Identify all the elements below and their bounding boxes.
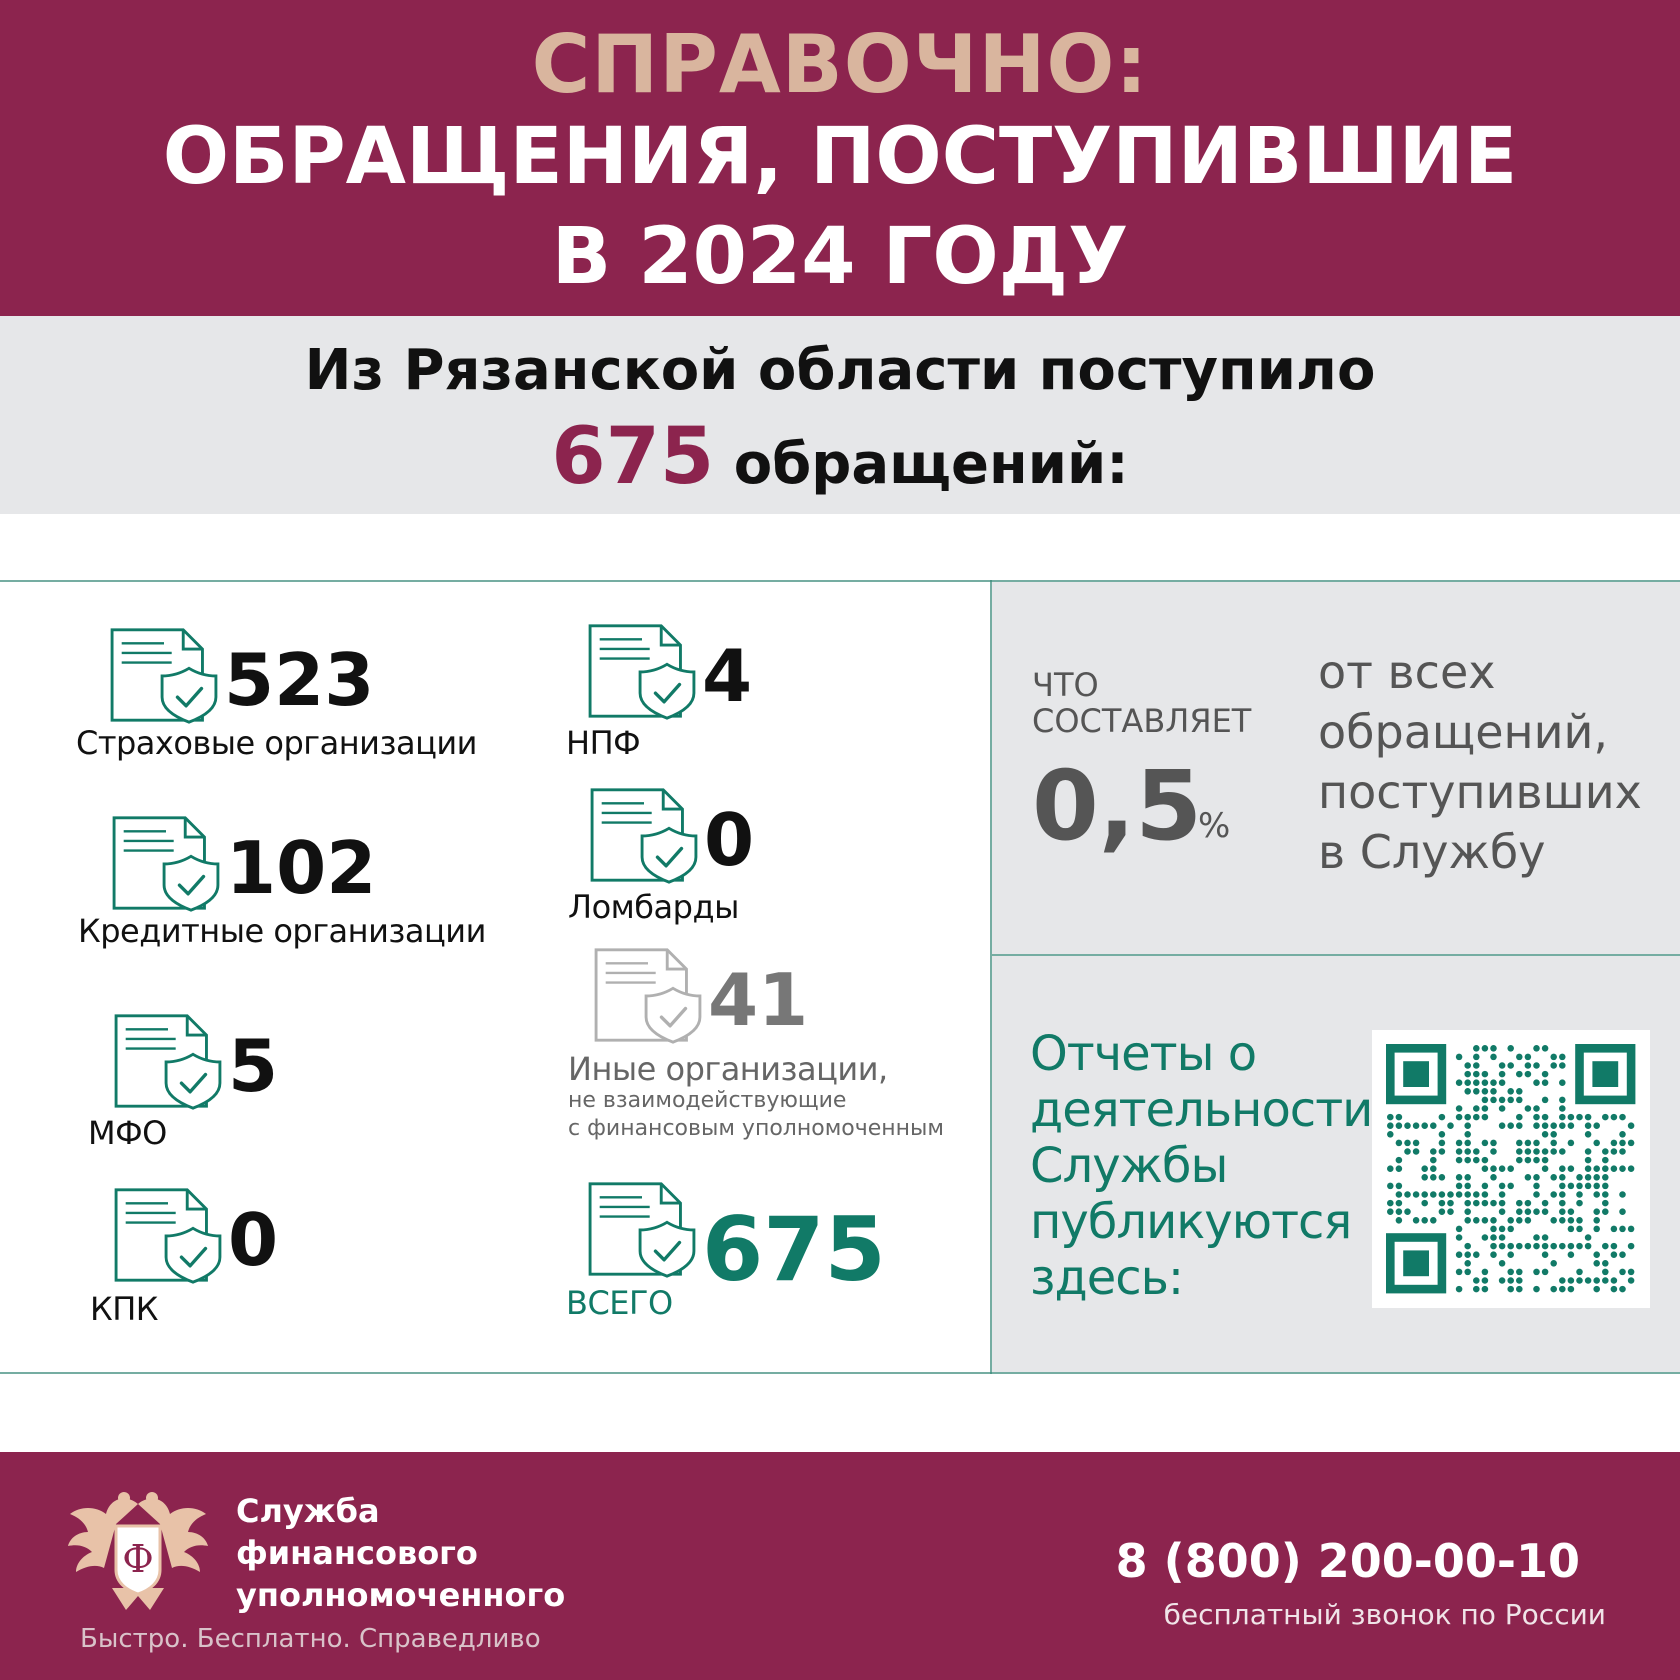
qr-code[interactable] — [1372, 1030, 1650, 1308]
share-value: 0,5 — [1032, 750, 1203, 862]
share-description — [1318, 642, 1668, 882]
summary-suffix: обращений: — [714, 432, 1129, 497]
stat-value: 523 — [224, 638, 375, 722]
stat-label: ВСЕГО — [566, 1284, 673, 1322]
stat-label: КПК — [90, 1290, 158, 1328]
summary-line-2 — [0, 412, 1680, 502]
org-name-line: уполномоченного — [236, 1576, 566, 1614]
summary-total: 675 — [551, 412, 715, 502]
stat-label: Страховые организации — [76, 724, 477, 762]
stat-note-line-1: не взаимодействующие — [568, 1088, 847, 1113]
org-name-line: Служба — [236, 1492, 380, 1530]
header-kicker: СПРАВОЧНО: — [531, 18, 1149, 111]
header-title-line-1: ОБРАЩЕНИЯ, ПОСТУПИВШИЕ — [162, 112, 1518, 202]
eagle-emblem-icon — [66, 1484, 210, 1620]
stat-value: 4 — [702, 634, 753, 718]
share-text-line: поступивших — [1318, 765, 1642, 819]
stat-label: Иные организации, — [568, 1050, 888, 1088]
stat-label: Кредитные организации — [78, 912, 486, 950]
motto: Быстро. Бесплатно. Справедливо — [80, 1624, 541, 1654]
document-shield-check-icon — [586, 786, 702, 886]
reports-text — [1030, 1026, 1373, 1306]
document-shield-check-icon — [106, 626, 222, 726]
svg-text:Ф: Ф — [122, 1537, 154, 1581]
reports-line: Службы — [1030, 1138, 1228, 1194]
document-shield-check-icon — [108, 814, 224, 914]
divider-vertical — [990, 580, 992, 1374]
stat-value: 5 — [228, 1024, 279, 1108]
share-prefix-2: СОСТАВЛЯЕТ — [1032, 702, 1252, 740]
stat-value: 675 — [702, 1198, 886, 1301]
summary-band — [0, 316, 1680, 514]
document-shield-check-icon — [590, 946, 706, 1046]
share-text-line: от всех — [1318, 645, 1496, 699]
reports-line: Отчеты о — [1030, 1026, 1257, 1082]
stat-value: 41 — [708, 958, 809, 1042]
document-shield-check-icon — [110, 1012, 226, 1112]
org-name-line: финансового — [236, 1534, 478, 1572]
stat-label: МФО — [88, 1114, 167, 1152]
document-shield-check-icon — [584, 622, 700, 722]
reports-line: здесь: — [1030, 1250, 1184, 1306]
stat-label: НПФ — [566, 724, 641, 762]
org-name — [236, 1490, 565, 1616]
share-text-line: обращений, — [1318, 705, 1609, 759]
document-shield-check-icon — [584, 1180, 700, 1280]
footer — [0, 1452, 1680, 1680]
stat-note-line-2: с финансовым уполномоченным — [568, 1116, 945, 1141]
share-unit: % — [1198, 806, 1231, 846]
divider-bottom — [0, 1372, 1680, 1374]
share-prefix-1: ЧТО — [1032, 666, 1099, 704]
stat-value: 0 — [228, 1198, 279, 1282]
stat-label: Ломбарды — [568, 888, 739, 926]
summary-line-1: Из Рязанской области поступило — [304, 338, 1376, 403]
qr-code-image — [1372, 1030, 1650, 1308]
phone-note: бесплатный звонок по России — [1163, 1598, 1606, 1631]
reports-line: деятельности — [1030, 1082, 1373, 1138]
share-text-line: в Службу — [1318, 825, 1546, 879]
stat-value: 0 — [704, 798, 755, 882]
phone-number[interactable]: 8 (800) 200-00-10 — [1115, 1534, 1580, 1588]
document-shield-check-icon — [110, 1186, 226, 1286]
header-banner — [0, 0, 1680, 316]
reports-line: публикуются — [1030, 1194, 1352, 1250]
stat-value: 102 — [226, 826, 377, 910]
header-title-line-2: В 2024 ГОДУ — [551, 212, 1129, 302]
